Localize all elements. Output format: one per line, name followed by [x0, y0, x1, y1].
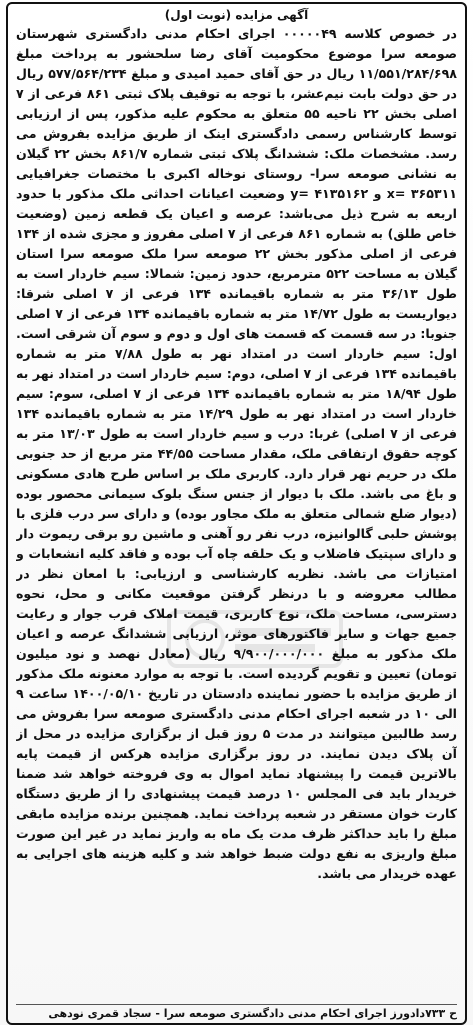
auction-notice — [6, 2, 467, 1025]
notice-heading: آگهی مزایده (نوبت اول) — [164, 8, 309, 22]
notice-body: در خصوص کلاسه ۰۰۰۰۰۴۹ اجرای احکام مدنی دادگستری شهرستان صومعه سرا موضوع محکومیت آقای رضا سلحشور به پرداخت مبلغ ۱۱/۵۵۱/۲۸۴/۶۹۸ ریال در حق آقای حمید امیدی و مبلغ ۵۷۷/۵۶۴/۲۳۴ ریال در حق دولت بابت نیم‌عشر، با توجه به توقیف پلاک ثبتی ۸۶۱ فرعی از ۷ اصلی بخش ۲۲ ناحیه ۵۵ متعلق به محکوم علیه مذکور، پس از ارزیابی توسط کارشناس رسمی دادگستری اینک از طریق مزایده بفروش می رسد. مشخصات ملک: ششدانگ پلاک ثبتی شماره ۸۶۱/۷ بخش ۲۲ گیلان به نشانی صومعه سرا- روستای نوخاله اکبری با مختصات جغرافیایی ۳۶۵۳۱۱ =x و ۴۱۳۵۱۶۲ =y وضعیت اعیانات احداثی ملک مذکور با حدود اربعه به شرح ذیل می‌باشد: عرصه و اعیان یک قطعه زمین (وضعیت خاص طلق) به شماره ۸۶۱ فرعی از ۷ اصلی مفروز و مجزی شده از ۱۳۴ فرعی از اصلی مذکور بخش ۲۲ صومعه سرا ملک صومعه سرا استان گیلان به مساحت ۵۲۲ مترمربع، حدود زمین: شمالا: سیم خاردار است به طول ۳۶/۱۳ متر به شماره باقیمانده ۱۳۴ فرعی از ۷ اصلی شرقا: دیواریست به طول ۱۴/۷۲ متر به شماره باقیمانده ۱۳۴ فرعی از ۷ اصلی جنوبا: در سه قسمت که قسمت های اول و دوم و سوم آن شرقی است. اول: سیم خاردار است در امتداد نهر به طول ۷/۸۸ متر به شماره باقیمانده ۱۳۴ فرعی از ۷ اصلی، دوم: سیم خاردار است در امتداد نهر به طول ۱۸/۹۴ متر به شماره باقیمانده ۱۳۴ فرعی از ۷ اصلی، سوم: سیم خاردار است در امتداد نهر به طول ۱۴/۲۹ متر به شماره باقیمانده ۱۳۴ فرعی از ۷ اصلی) غربا: درب و سیم خاردار است به طول ۱۳/۰۳ متر به کوچه حقوق ارتفاقی ملک، مقدار مساحت ۴۴/۵۵ متر مربع از حد جنوبی ملک در حریم نهر قرار دارد. کاربری ملک بر اساس طرح هادی مسکونی و باغ می باشد. ملک با دیوار از جنس سنگ بلوک سیمانی محصور بوده (دیوار ضلع شمالی متعلق به ملک مجاور بوده) و دارای سر درب فلزی با پوشش حلبی گالوانیزه، درب نفر رو آهنی و ماشین رو برقی ریموت دار و دارای سپتیک فاضلاب و یک حلقه چاه آب بوده و فاقد کلیه انشعابات و امتیازات می باشد. نظریه کارشناسی و ارزیابی: با امعان نظر در مطالب معروضه و با درنظر گرفتن موقعیت مکانی و محل، نحوه دسترسی، مساحت ملک، نوع کاربری، قیمت املاک قرب جوار و رعایت جمیع جهات و سایر فاکتورهای موثر، ارزیابی ششدانگ عرصه و اعیان ملک مذکور به مبلغ ۹/۹۰۰/۰۰۰/۰۰۰ ریال (معادل نهصد و نود میلیون تومان) تعیین و تقویم گردیده است. با توجه به موارد معنونه ملک مذکور از طریق مزایده با حضور نماینده دادستان در تاریخ ۱۴۰۰/۰۵/۱۰ ساعت ۹ الی ۱۰ در شعبه اجرای احکام مدنی دادگستری صومعه سرا بفروش می رسد طالبین میتوانند در مدت ۵ روز قبل از برگزاری مزایده در محل از آن پلاک دیدن نمایند. در روز برگزاری مزایده هرکس از قیمت پایه بالاترین قیمت را پیشنهاد نماید اموال به وی فروخته خواهد شد ضمنا خریدار باید فی المجلس ۱۰ درصد قیمت پیشنهادی را از طریق دستگاه کارت خوان مستقر در شعبه پرداخت نماید. همچنین برنده مزایده مابقی مبلغ را باید حداکثر ظرف مدت یک ماه به واریز نماید در غیر این صورت مبلغ واریزی به نفع دولت ضبط خواهد شد و کلیه هزینه های اجرایی به عهده خریدار می باشد. — [16, 26, 457, 881]
notice-signature: ح ۷۳۳دادورز اجرای احکام مدنی دادگستری صومعه سرا - سجاد قمری نودهی — [16, 1004, 457, 1023]
